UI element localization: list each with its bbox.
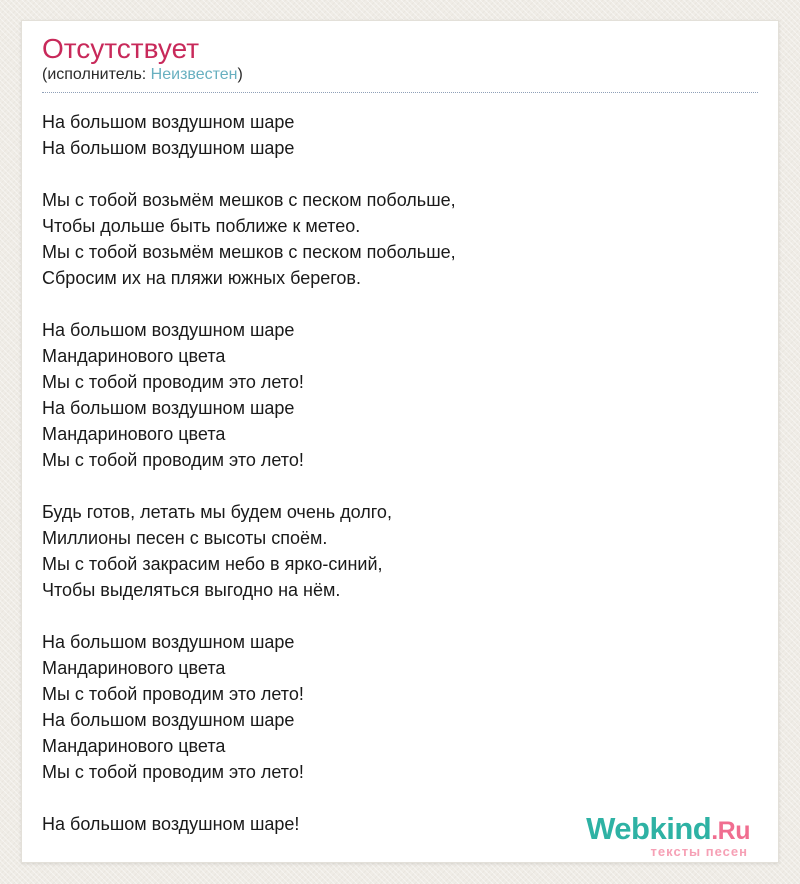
- logo-tagline: тексты песен: [650, 844, 748, 859]
- logo-webkind-part: Webkind: [586, 811, 712, 846]
- webkind-logo-text: [586, 813, 750, 844]
- lyrics-stanza: На большом воздушном шаре На большом воздушном шаре: [42, 112, 295, 158]
- logo-ru-part: .Ru: [711, 817, 750, 845]
- lyrics-stanza: Мы с тобой возьмём мешков с песком побольше, Чтобы дольше быть поближе к метео. Мы с тобой возьмём мешков с песком побольше, Сбросим их на пляжи южных берегов.: [42, 190, 456, 288]
- artist-line: [42, 65, 758, 93]
- lyrics-stanza: Будь готов, летать мы будем очень долго, Миллионы песен с высоты споём. Мы с тобой закрасим небо в ярко-синий, Чтобы выделяться выгодно на нём.: [42, 502, 392, 600]
- lyrics-stanza: На большом воздушном шаре Мандаринового цвета Мы с тобой проводим это лето! На большом воздушном шаре Мандаринового цвета Мы с тобой проводим это лето!: [42, 320, 304, 470]
- webkind-logo[interactable]: [586, 813, 750, 858]
- song-title: Отсутствует: [42, 33, 200, 64]
- lyrics-card: [21, 20, 779, 863]
- lyrics-stanza: На большом воздушном шаре Мандаринового цвета Мы с тобой проводим это лето! На большом воздушном шаре Мандаринового цвета Мы с тобой проводим это лето!: [42, 632, 304, 782]
- lyrics-stanza: На большом воздушном шаре!: [42, 814, 300, 834]
- artist-suffix: ): [237, 66, 243, 83]
- artist-label: (исполнитель:: [42, 66, 151, 83]
- artist-link[interactable]: Неизвестен: [150, 66, 238, 83]
- lyrics-text: [42, 109, 758, 837]
- song-header: [42, 33, 758, 93]
